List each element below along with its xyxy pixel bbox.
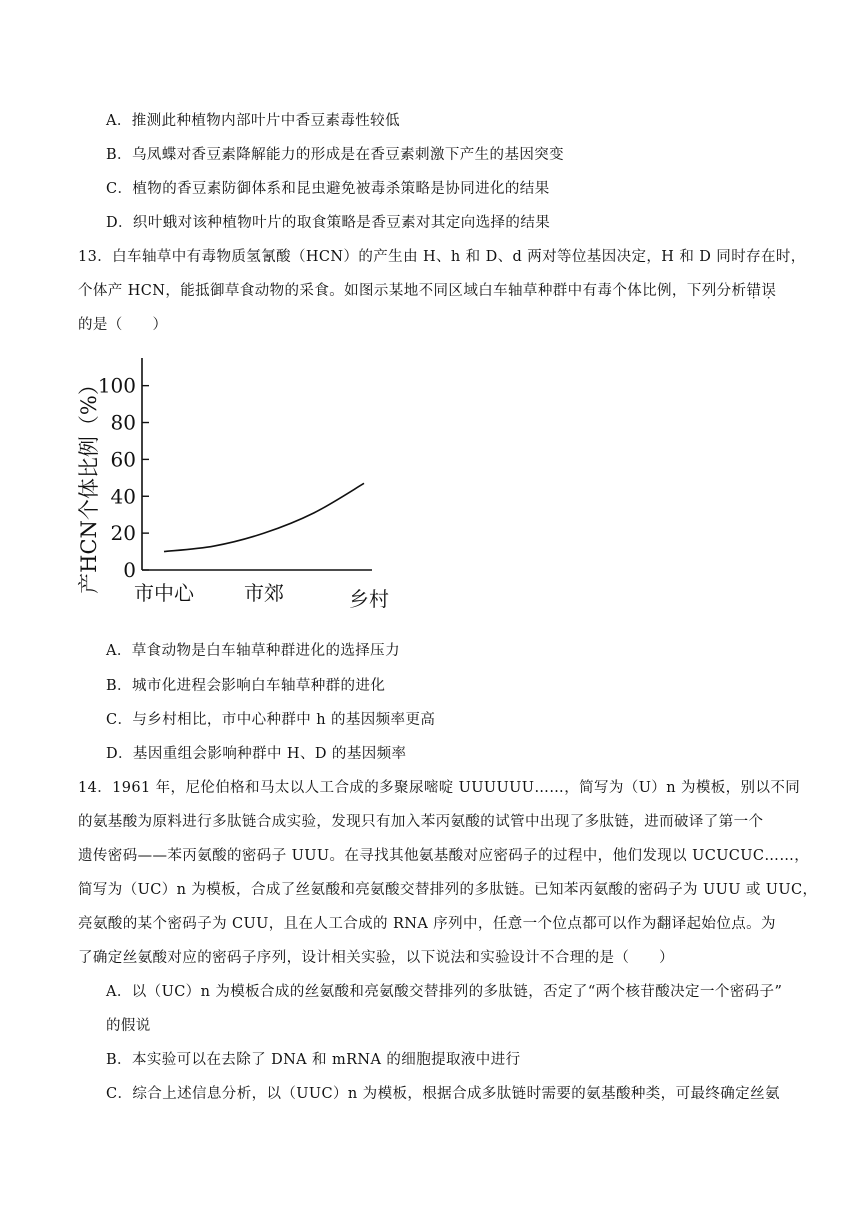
y-tick-label: 100 <box>97 373 136 398</box>
q13-option-b: B．城市化进程会影响白车轴草种群的进化 <box>106 678 386 694</box>
x-tick-label: 市郊 <box>244 581 284 605</box>
q14-stem-line2: 的氨基酸为原料进行多肽链合成实验，发现只有加入苯丙氨酸的试管中出现了多肽链，进而破译了第一个 <box>78 814 764 830</box>
q14-option-b: B．本实验可以在去除了 DNA 和 mRNA 的细胞提取液中进行 <box>106 1052 521 1068</box>
q14-stem-line6: 了确定丝氨酸对应的密码子序列，设计相关实验，以下说法和实验设计不合理的是（ ） <box>78 950 674 966</box>
q13-stem-line1: 13．白车轴草中有毒物质氢氰酸（HCN）的产生由 H、h 和 D、d 两对等位基因决定，H 和 D 同时存在时， <box>78 249 806 265</box>
x-tick-label: 乡村 <box>349 587 389 611</box>
q12-option-b: B．乌凤蝶对香豆素降解能力的形成是在香豆素刺激下产生的基因突变 <box>106 147 565 163</box>
q14-option-a-line2: 的假说 <box>106 1018 151 1034</box>
q14-stem-line4: 简写为（UC）n 为模板，合成了丝氨酸和亮氨酸交替排列的多肽链。已知苯丙氨酸的密码子为 UUU 或 UUC， <box>78 882 818 898</box>
y-tick-label: 40 <box>110 484 136 509</box>
q13-option-a: A．草食动物是白车轴草种群进化的选择压力 <box>106 643 400 659</box>
y-tick-label: 60 <box>110 447 136 472</box>
q14-stem-line3: 遗传密码——苯丙氨酸的密码子 UUU。在寻找其他氨基酸对应密码子的过程中，他们发现以 UCUCUC……， <box>78 848 810 864</box>
y-axis-label: 产HCN个体比例（%） <box>77 374 101 594</box>
q13-option-c: C．与乡村相比，市中心种群中 h 的基因频率更高 <box>106 712 436 728</box>
y-tick-label: 20 <box>110 521 136 546</box>
q13-option-d: D．基因重组会影响种群中 H、D 的基因频率 <box>106 746 407 762</box>
x-tick-label: 市中心 <box>134 581 194 605</box>
q12-option-c: C．植物的香豆素防御体系和昆虫避免被毒杀策略是协同进化的结果 <box>106 181 550 197</box>
q12-option-d: D．织叶蛾对该种植物叶片的取食策略是香豆素对其定向选择的结果 <box>106 215 551 231</box>
q13-stem-line2 <box>78 281 776 301</box>
q13-stem-line3: 的是（ ） <box>78 317 168 333</box>
hcn-curve <box>164 483 364 551</box>
emphasis-char-2: 误 <box>761 283 777 299</box>
q13-stem-line2-text: 个体产 HCN，能抵御草食动物的采食。如图示某地不同区域白车轴草种群中有毒个体比例，下列分析 <box>78 283 747 299</box>
emphasis-char-1: 错 <box>746 283 762 299</box>
y-tick-label: 0 <box>123 558 136 582</box>
hcn-chart <box>72 352 392 614</box>
q14-option-c: C．综合上述信息分析，以（UUC）n 为模板，根据合成多肽链时需要的氨基酸种类，可最终确定丝氨 <box>106 1086 780 1102</box>
q14-option-a-line1: A．以（UC）n 为模板合成的丝氨酸和亮氨酸交替排列的多肽链，否定了“两个核苷酸决定一个密码子” <box>106 984 783 1000</box>
y-tick-label: 80 <box>110 410 136 435</box>
q14-stem-line5: 亮氨酸的某个密码子为 CUU，且在人工合成的 RNA 序列中，任意一个位点都可以作为翻译起始位点。为 <box>78 916 776 932</box>
q14-stem-line1: 14．1961 年，尼伦伯格和马太以人工合成的多聚尿嘧啶 UUUUUU……，简写为（U）n 为模板，别以不同 <box>78 780 801 796</box>
q12-option-a: A．推测此种植物内部叶片中香豆素毒性较低 <box>106 113 400 129</box>
